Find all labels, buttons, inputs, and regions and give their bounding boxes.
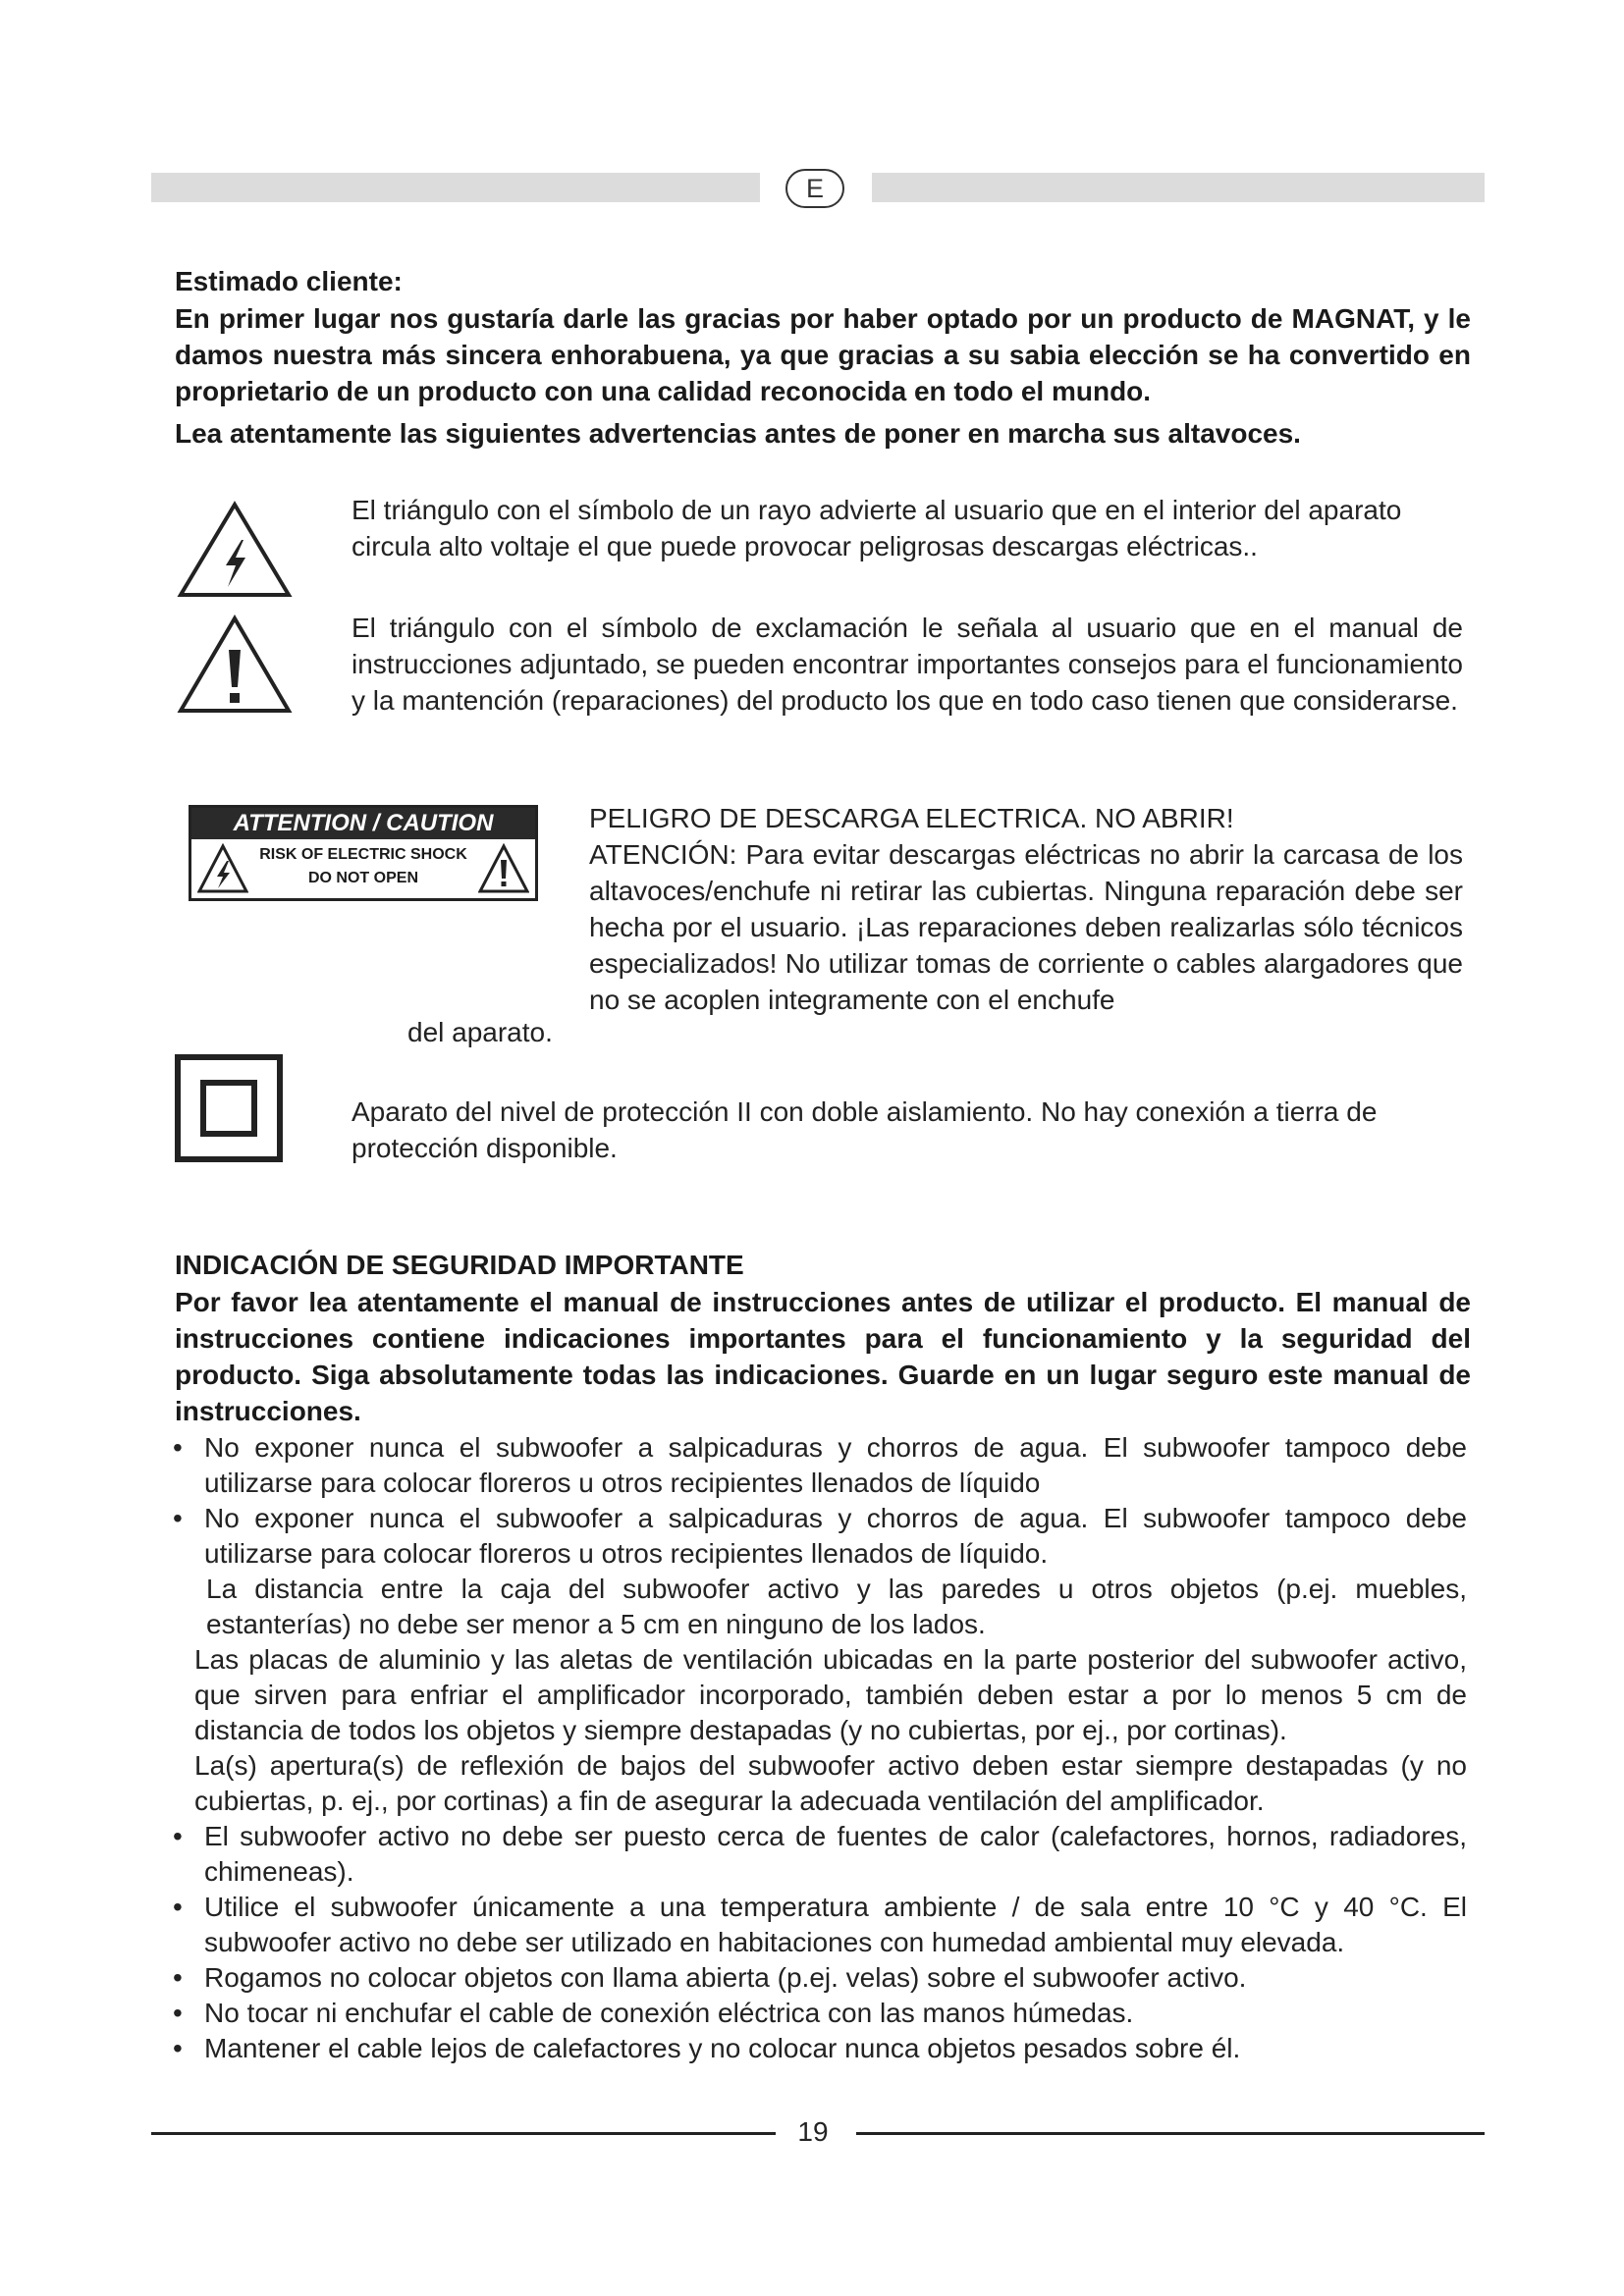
class2-text: Aparato del nivel de protección II con doble aislamiento. No hay conexión a tierra de protección disponible. xyxy=(352,1096,1378,1163)
danger-title: PELIGRO DE DESCARGA ELECTRICA. NO ABRIR! xyxy=(589,803,1234,833)
caution-exclamation-icon xyxy=(478,843,529,894)
page-number: 19 xyxy=(797,2116,829,2147)
list-item: • Utilice el subwoofer únicamente a una temperatura ambiente / de sala entre 10 °C y 40 °C. El subwoofer activo no debe ser utilizado en habitaciones con humedad ambiental muy elevada. xyxy=(171,1890,1467,1960)
list-item: • No exponer nunca el subwoofer a salpicaduras y chorros de agua. El subwoofer tampoco debe utilizarse para colocar floreros u otros recipientes llenados de líquido xyxy=(171,1430,1467,1501)
header-band-right xyxy=(872,173,1485,202)
caution-label-line1: RISK OF ELECTRIC SHOCK xyxy=(259,846,467,863)
list-item: • Rogamos no colocar objetos con llama abierta (p.ej. velas) sobre el subwoofer activo. xyxy=(171,1960,1467,1996)
lightning-warning-icon xyxy=(177,501,293,599)
exclamation-symbol-text: El triángulo con el símbolo de exclamación le señala al usuario que en el manual de instrucciones adjuntado, se pueden encontrar importantes consejos para el funcionamiento y la mantención (reparaciones) del producto los que en todo caso tienen que considerarse. xyxy=(352,613,1463,716)
caution-label-line2: DO NOT OPEN xyxy=(307,870,418,886)
class2-insulation-icon xyxy=(175,1054,283,1162)
thanks-paragraph: En primer lugar nos gustaría darle las gracias por haber optado por un producto de MAGNAT, y le damos nuestra más sincera enhorabuena, ya que gracias a su sabia elección se ha convertido en proprietario de un producto con una calidad reconocida en todo el mundo. xyxy=(175,303,1471,406)
header-band-left xyxy=(151,173,760,202)
caution-label xyxy=(189,805,538,901)
list-item: La distancia entre la caja del subwoofer activo y las paredes u otros objetos (p.ej. muebles, estanterías) no debe ser menor a 5 cm en ninguno de los lados. xyxy=(206,1574,1467,1639)
safety-list xyxy=(171,1430,1467,2066)
safety-title: INDICACIÓN DE SEGURIDAD IMPORTANTE xyxy=(175,1250,744,1280)
safety-intro: Por favor lea atentamente el manual de instrucciones antes de utilizar el producto. El manual de instrucciones contiene indicaciones importantes para el funcionamiento y la seguridad del producto. Siga absolutamente todas las indicaciones. Guarde en un lugar seguro este manual de instrucciones. xyxy=(175,1287,1471,1426)
salutation: Estimado cliente: xyxy=(175,266,403,296)
language-badge: E xyxy=(785,169,844,208)
list-item: • No tocar ni enchufar el cable de conexión eléctrica con las manos húmedas. xyxy=(171,1996,1467,2031)
list-item: • El subwoofer activo no debe ser puesto cerca de fuentes de calor (calefactores, hornos, radiadores, chimeneas). xyxy=(171,1819,1467,1890)
list-item: Las placas de aluminio y las aletas de ventilación ubicadas en la parte posterior del subwoofer activo, que sirven para enfriar el amplificador incorporado, también deben estar a por lo menos 5 cm de distancia de todos los objetos y siempre destapadas (y no cubiertas, por ej., por cortinas). xyxy=(194,1644,1467,1745)
list-item: • No exponer nunca el subwoofer a salpicaduras y chorros de agua. El subwoofer tampoco debe utilizarse para colocar floreros u otros recipientes llenados de líquido. xyxy=(171,1501,1467,1572)
list-item: La(s) apertura(s) de reflexión de bajos del subwoofer activo deben estar siempre destapadas (y no cubiertas, p. ej., por cortinas) a fin de asegurar la adecuada ventilación del amplificador. xyxy=(194,1750,1467,1816)
caution-label-header: ATTENTION / CAUTION xyxy=(191,808,535,839)
danger-tail: del aparato. xyxy=(407,1017,553,1047)
footer-rule-left xyxy=(151,2132,776,2135)
read-warning: Lea atentamente las siguientes advertencias antes de poner en marcha sus altavoces. xyxy=(175,418,1301,449)
danger-body: ATENCIÓN: Para evitar descargas eléctricas no abrir la carcasa de los altavoces/enchufe ni retirar las cubiertas. Ninguna reparación debe ser hecha por el usuario. ¡Las reparaciones deben realizarlas sólo técnicos especializados! No utilizar tomas de corriente o cables alargadores que no se acoplen integramente con el enchufe xyxy=(589,839,1463,1015)
exclamation-warning-icon xyxy=(177,614,293,715)
class2-inner-square xyxy=(200,1080,257,1137)
lightning-symbol-text: El triángulo con el símbolo de un rayo advierte al usuario que en el interior del aparato circula alto voltaje el que puede provocar peligrosas descargas eléctricas.. xyxy=(352,495,1402,561)
list-item: • Mantener el cable lejos de calefactores y no colocar nunca objetos pesados sobre él. xyxy=(171,2031,1467,2066)
footer-rule-right xyxy=(856,2132,1485,2135)
